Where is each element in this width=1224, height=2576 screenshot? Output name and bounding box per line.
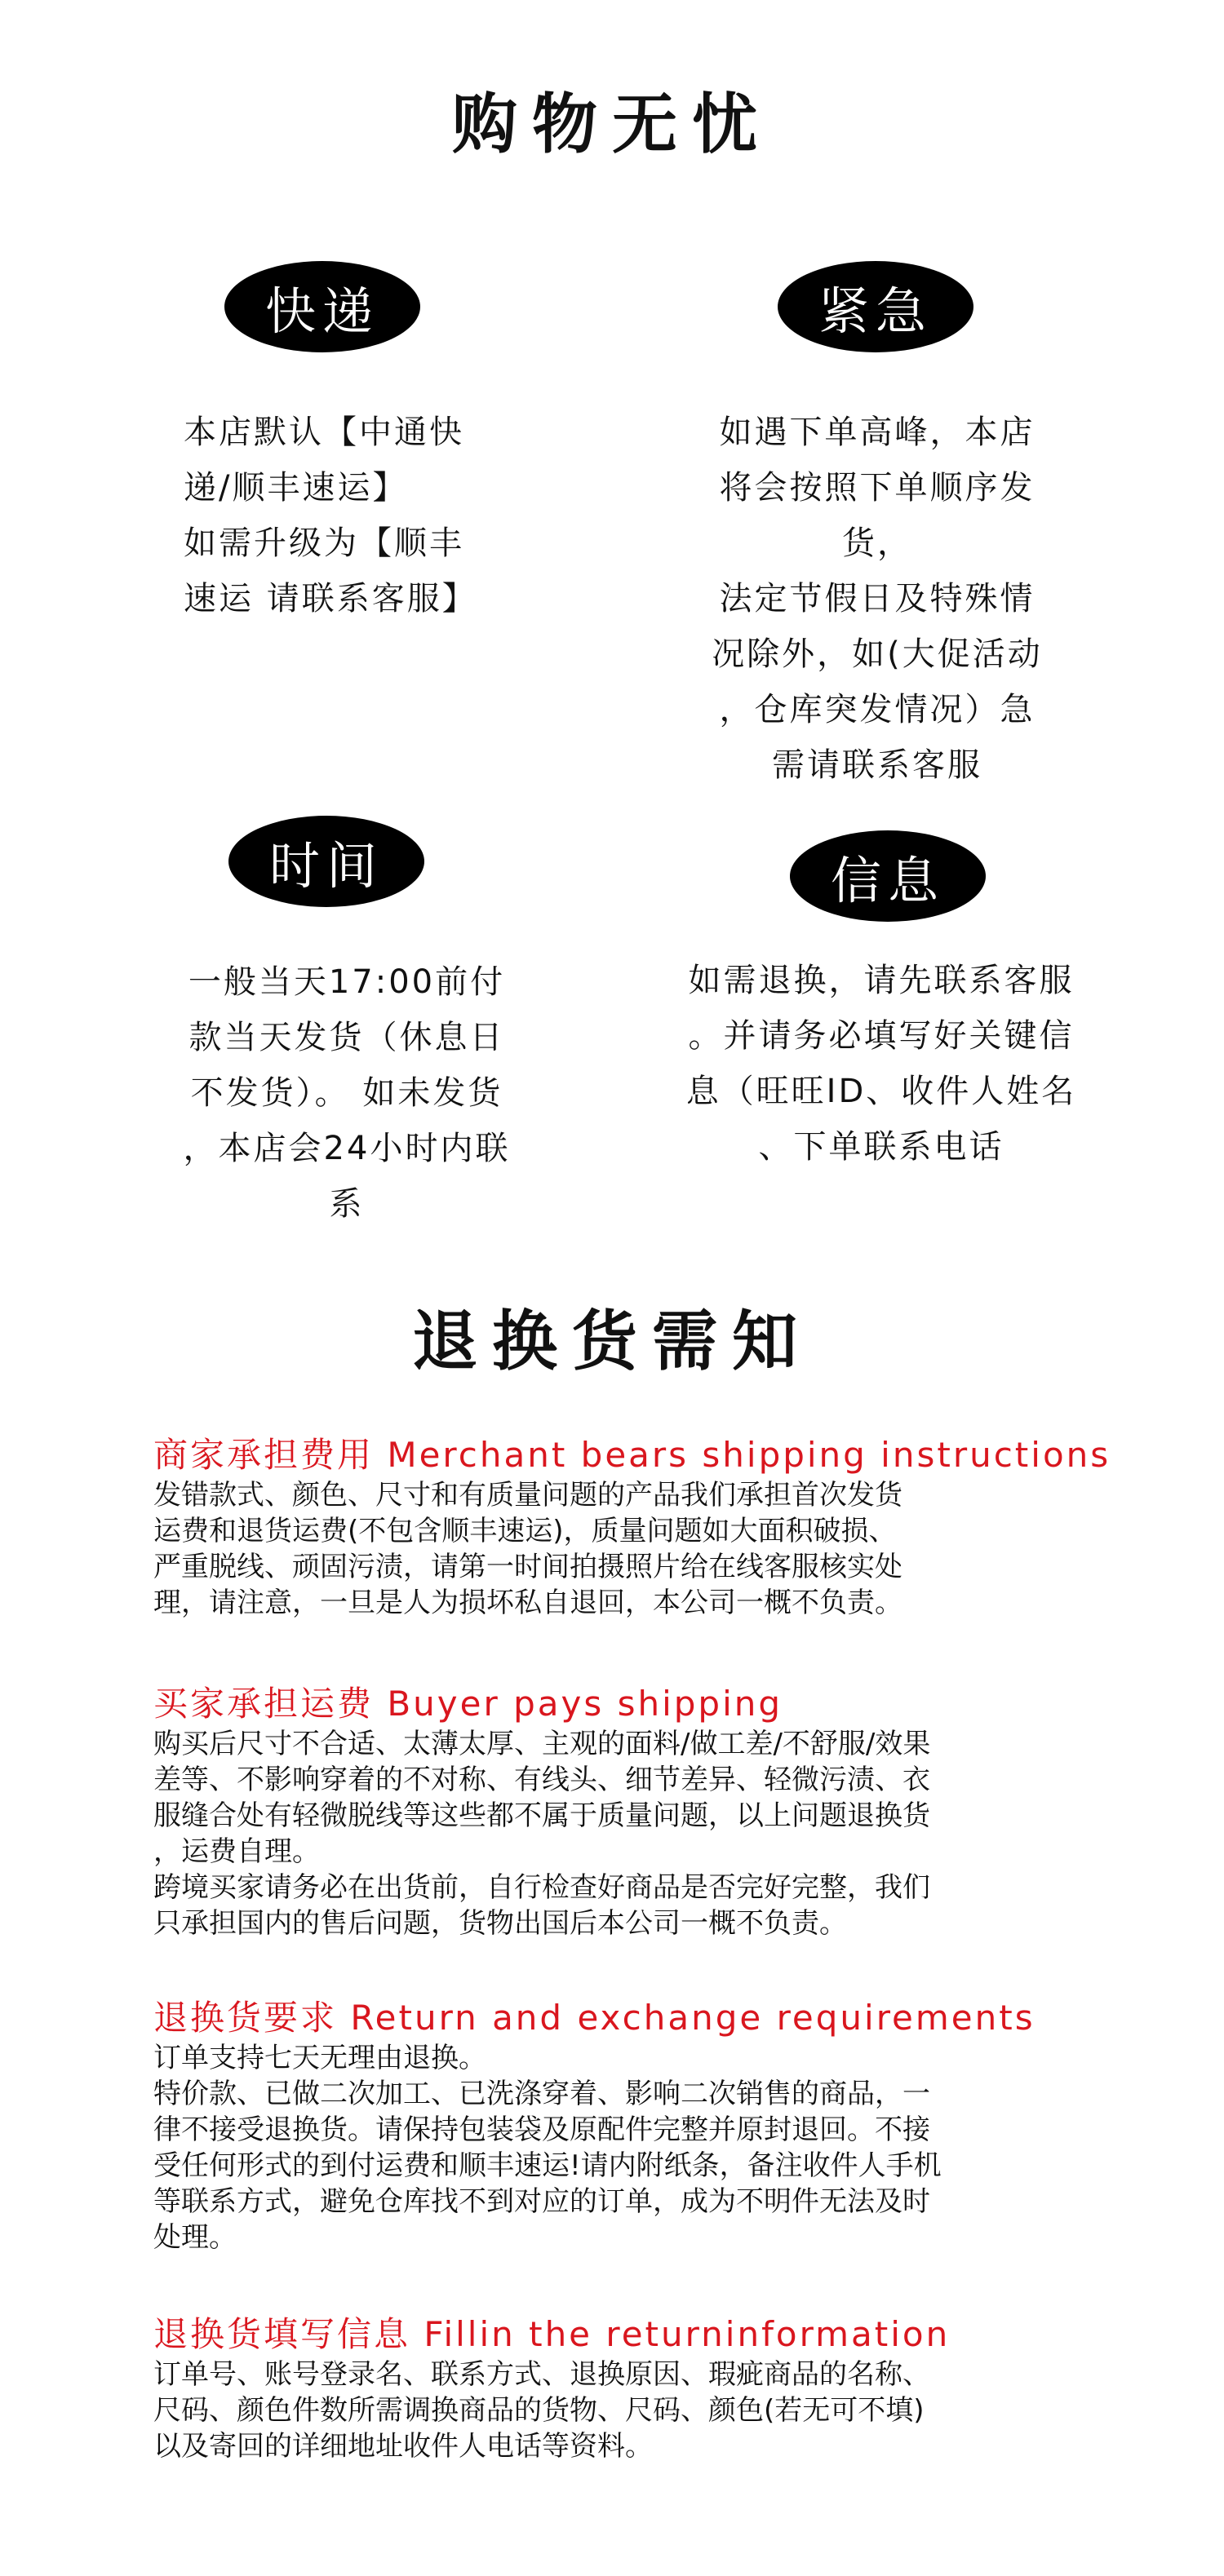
text-line: 递/顺丰速运】 (184, 469, 408, 507)
text-line: 不发货）。 如未发货 (190, 1074, 503, 1112)
text-line: 购买后尺寸不合适、太薄太厚、主观的面料/做工差/不舒服/效果 (153, 1728, 931, 1760)
text-line: 一般当天17:00前付 (188, 963, 506, 1001)
text-line: 发错款式、颜色、尺寸和有质量问题的产品我们承担首次发货 (153, 1479, 902, 1512)
text-line: ，运费自理。 (153, 1835, 320, 1868)
worry-free-title: 购物无忧 (452, 86, 772, 162)
text-line: 况除外，如(大促活动 (712, 635, 1043, 673)
notice-fill-info (153, 2313, 1092, 2464)
text-line: 订单号、账号登录名、联系方式、退换原因、瑕疵商品的名称、 (153, 2358, 930, 2391)
express-pill: 快递 (224, 261, 420, 352)
notice-body (153, 2040, 1092, 2255)
time-text (143, 954, 551, 1232)
text-line: 订单支持七天无理由退换。 (153, 2042, 486, 2074)
text-line: 特价款、已做二次加工、已洗涤穿着、影响二次销售的商品，一 (153, 2078, 930, 2110)
text-line: 速运 请联系客服】 (184, 580, 477, 617)
urgent-text (677, 405, 1077, 793)
text-line: 律不接受退换货。请保持包装袋及原配件完整并原封退回。不接 (153, 2113, 930, 2146)
notice-buyer (153, 1682, 1092, 1941)
text-line: 尺码、颜色件数所需调换商品的货物、尺码、颜色(若无可不填) (153, 2394, 925, 2427)
time-pill: 时间 (228, 816, 424, 907)
text-line: 系 (329, 1185, 365, 1223)
text-line: 法定节假日及特殊情 (719, 580, 1036, 617)
text-line: 受任何形式的到付运费和顺丰速运!请内附纸条，备注收件人手机 (153, 2149, 942, 2182)
notice-body (153, 1477, 1092, 1621)
text-line: 货， (842, 524, 912, 562)
text-line: 服缝合处有轻微脱线等这些都不属于质量问题，以上问题退换货 (153, 1799, 930, 1832)
notice-merchant (153, 1433, 1111, 1621)
text-line: 理，请注意，一旦是人为损坏私自退回，本公司一概不负责。 (153, 1587, 902, 1619)
notice-heading: 退换货填写信息 Fillin the returninformation (153, 2314, 951, 2354)
text-line: 只承担国内的售后问题，货物出国后本公司一概不负责。 (153, 1907, 847, 1940)
text-line: ，仓库突发情况）急 (719, 691, 1036, 728)
urgent-pill: 紧急 (778, 261, 973, 352)
text-line: 需请联系客服 (772, 746, 982, 784)
text-line: 将会按照下单顺序发 (719, 469, 1036, 507)
notice-requirements (153, 1996, 1092, 2255)
text-line: 如需退换，请先联系客服 (688, 962, 1075, 999)
info-text (649, 953, 1114, 1175)
notice-body (153, 2357, 1092, 2464)
notice-body (153, 1726, 1092, 1941)
text-line: 款当天发货（休息日 (188, 1019, 505, 1056)
text-line: 息（旺旺ID、收件人姓名 (685, 1073, 1077, 1110)
text-line: 以及寄回的详细地址收件人电话等资料。 (153, 2430, 653, 2463)
text-line: 跨境买家请务必在出货前，自行检查好商品是否完好完整，我们 (153, 1871, 930, 1904)
text-line: 、下单联系电话 (758, 1128, 1004, 1166)
notice-heading: 退换货要求 Return and exchange requirements (153, 1998, 1036, 2038)
express-text (184, 405, 477, 626)
text-line: 差等、不影响穿着的不对称、有线头、细节差异、轻微污渍、衣 (153, 1764, 930, 1796)
text-line: 处理。 (153, 2221, 237, 2254)
text-line: 如需升级为【顺丰 (184, 524, 464, 562)
text-line: 严重脱线、顽固污渍，请第一时间拍摄照片给在线客服核实处 (153, 1551, 902, 1583)
return-notice-title: 退换货需知 (412, 1303, 812, 1379)
text-line: 运费和退货运费(不包含顺丰速运)，质量问题如大面积破损、 (153, 1515, 897, 1547)
text-line: ，本店会24小时内联 (183, 1130, 511, 1167)
text-line: 本店默认【中通快 (184, 414, 464, 451)
text-line: 。并请务必填写好关键信 (688, 1017, 1075, 1055)
notice-heading: 买家承担运费 Buyer pays shipping (153, 1684, 783, 1724)
notice-heading: 商家承担费用 Merchant bears shipping instructions (153, 1435, 1111, 1475)
text-line: 如遇下单高峰，本店 (719, 414, 1036, 451)
text-line: 等联系方式，避免仓库找不到对应的订单，成为不明件无法及时 (153, 2185, 930, 2218)
info-pill: 信息 (790, 830, 986, 922)
